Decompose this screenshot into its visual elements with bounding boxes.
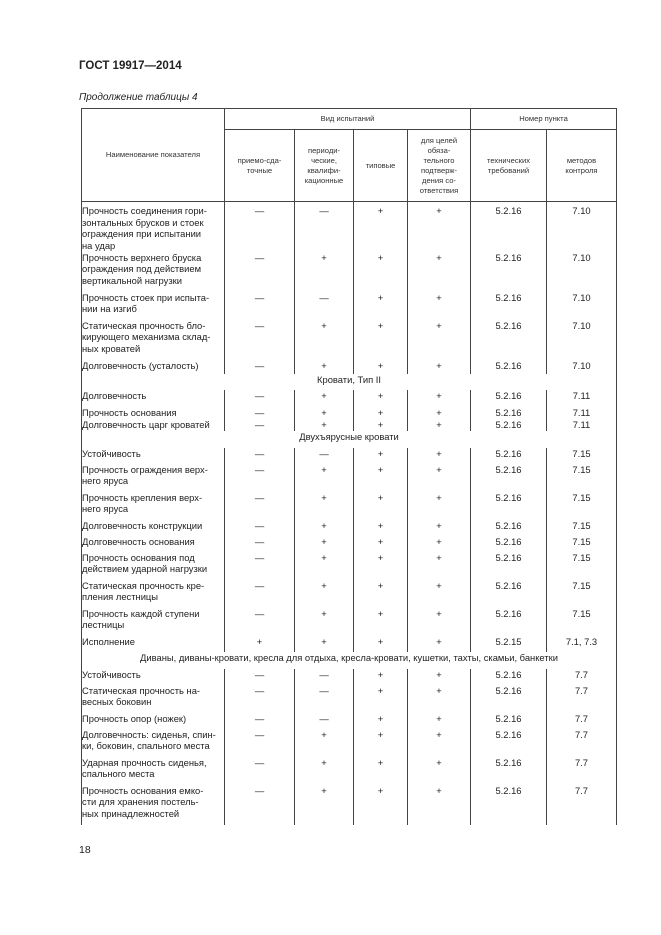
method-cell: 7.10 <box>547 320 617 360</box>
acceptance-cell: — <box>225 419 295 431</box>
section-title: Кровати, Тип II <box>82 374 617 390</box>
certification-cell: + <box>408 464 471 492</box>
acceptance-cell: — <box>225 448 295 464</box>
indicator-name: Статическая прочность на- весных боковин <box>82 685 225 713</box>
periodic-cell: + <box>295 492 354 520</box>
certification-cell: + <box>408 580 471 608</box>
certification-cell: + <box>408 669 471 685</box>
acceptance-cell: — <box>225 536 295 552</box>
certification-cell: + <box>408 407 471 419</box>
acceptance-cell: — <box>225 552 295 580</box>
periodic-cell: — <box>295 713 354 729</box>
certification-cell: + <box>408 492 471 520</box>
method-cell: 7.10 <box>547 202 617 252</box>
indicator-name: Долговечность <box>82 390 225 407</box>
table-row <box>82 292 617 320</box>
tech-req-cell: 5.2.16 <box>471 464 547 492</box>
table-row <box>82 685 617 713</box>
tech-req-cell: 5.2.16 <box>471 580 547 608</box>
table-row <box>82 729 617 757</box>
periodic-cell: + <box>295 757 354 785</box>
type-cell: + <box>354 785 408 825</box>
tech-req-cell: 5.2.16 <box>471 536 547 552</box>
acceptance-cell: — <box>225 202 295 252</box>
header-clause-number: Номер пункта <box>471 109 617 130</box>
test-table <box>81 108 617 825</box>
periodic-cell: + <box>295 520 354 536</box>
method-cell: 7.7 <box>547 757 617 785</box>
type-cell: + <box>354 685 408 713</box>
table-row <box>82 713 617 729</box>
indicator-name: Прочность основания емко- сти для хранения постель- ных принадлежностей <box>82 785 225 825</box>
method-cell: 7.7 <box>547 785 617 825</box>
method-cell: 7.15 <box>547 580 617 608</box>
indicator-name: Прочность верхнего бруска ограждения под действием вертикальной нагрузки <box>82 252 225 292</box>
periodic-cell: — <box>295 202 354 252</box>
method-cell: 7.11 <box>547 407 617 419</box>
indicator-name: Прочность соединения гори- зонтальных брусков и стоек ограждения при испытании на удар <box>82 202 225 252</box>
table-row <box>82 202 617 252</box>
method-cell: 7.15 <box>547 552 617 580</box>
method-cell: 7.15 <box>547 464 617 492</box>
table-row <box>82 608 617 636</box>
tech-req-cell: 5.2.16 <box>471 608 547 636</box>
header-periodic: периоди- ческие, квалифи- кационные <box>295 130 354 202</box>
type-cell: + <box>354 536 408 552</box>
certification-cell: + <box>408 360 471 374</box>
certification-cell: + <box>408 608 471 636</box>
tech-req-cell: 5.2.16 <box>471 785 547 825</box>
periodic-cell: + <box>295 636 354 652</box>
periodic-cell: + <box>295 580 354 608</box>
certification-cell: + <box>408 419 471 431</box>
table-row <box>82 757 617 785</box>
periodic-cell: — <box>295 448 354 464</box>
type-cell: + <box>354 608 408 636</box>
tech-req-cell: 5.2.16 <box>471 713 547 729</box>
type-cell: + <box>354 320 408 360</box>
indicator-name: Долговечность (усталость) <box>82 360 225 374</box>
acceptance-cell: — <box>225 407 295 419</box>
header-certification: для целей обяза- тельного подтверж- дения со- ответствия <box>408 130 471 202</box>
tech-req-cell: 5.2.16 <box>471 407 547 419</box>
acceptance-cell: — <box>225 390 295 407</box>
periodic-cell: + <box>295 407 354 419</box>
indicator-name: Долговечность: сиденья, спин- ки, боковин, спального места <box>82 729 225 757</box>
type-cell: + <box>354 669 408 685</box>
acceptance-cell: — <box>225 320 295 360</box>
table-row <box>82 785 617 825</box>
periodic-cell: — <box>295 292 354 320</box>
tech-req-cell: 5.2.16 <box>471 757 547 785</box>
certification-cell: + <box>408 390 471 407</box>
page-number: 18 <box>79 844 91 856</box>
certification-cell: + <box>408 520 471 536</box>
periodic-cell: + <box>295 252 354 292</box>
tech-req-cell: 5.2.16 <box>471 419 547 431</box>
certification-cell: + <box>408 448 471 464</box>
type-cell: + <box>354 419 408 431</box>
indicator-name: Долговечность основания <box>82 536 225 552</box>
table-body <box>82 202 617 825</box>
tech-req-cell: 5.2.16 <box>471 520 547 536</box>
tech-req-cell: 5.2.16 <box>471 202 547 252</box>
indicator-name: Статическая прочность бло- кирующего механизма склад- ных кроватей <box>82 320 225 360</box>
tech-req-cell: 5.2.16 <box>471 360 547 374</box>
method-cell: 7.7 <box>547 713 617 729</box>
acceptance-cell: — <box>225 360 295 374</box>
indicator-name: Исполнение <box>82 636 225 652</box>
acceptance-cell: — <box>225 608 295 636</box>
type-cell: + <box>354 202 408 252</box>
table-caption: Продолжение таблицы 4 <box>79 92 198 103</box>
periodic-cell: + <box>295 320 354 360</box>
acceptance-cell: — <box>225 729 295 757</box>
table-row <box>82 320 617 360</box>
tech-req-cell: 5.2.16 <box>471 292 547 320</box>
type-cell: + <box>354 492 408 520</box>
tech-req-cell: 5.2.16 <box>471 669 547 685</box>
periodic-cell: + <box>295 360 354 374</box>
document-code: ГОСТ 19917—2014 <box>79 60 182 72</box>
method-cell: 7.11 <box>547 419 617 431</box>
periodic-cell: + <box>295 729 354 757</box>
section-row <box>82 431 617 448</box>
acceptance-cell: — <box>225 580 295 608</box>
method-cell: 7.11 <box>547 390 617 407</box>
periodic-cell: + <box>295 552 354 580</box>
table-row <box>82 419 617 431</box>
header-test-types: Вид испытаний <box>225 109 471 130</box>
tech-req-cell: 5.2.16 <box>471 552 547 580</box>
method-cell: 7.15 <box>547 608 617 636</box>
type-cell: + <box>354 580 408 608</box>
tech-req-cell: 5.2.16 <box>471 448 547 464</box>
type-cell: + <box>354 636 408 652</box>
indicator-name: Прочность опор (ножек) <box>82 713 225 729</box>
periodic-cell: + <box>295 785 354 825</box>
method-cell: 7.15 <box>547 448 617 464</box>
type-cell: + <box>354 552 408 580</box>
certification-cell: + <box>408 685 471 713</box>
tech-req-cell: 5.2.16 <box>471 320 547 360</box>
table-row <box>82 390 617 407</box>
indicator-name: Прочность ограждения верх- него яруса <box>82 464 225 492</box>
indicator-name: Устойчивость <box>82 448 225 464</box>
table-row <box>82 492 617 520</box>
type-cell: + <box>354 757 408 785</box>
table-row <box>82 252 617 292</box>
type-cell: + <box>354 407 408 419</box>
certification-cell: + <box>408 320 471 360</box>
acceptance-cell: — <box>225 713 295 729</box>
method-cell: 7.10 <box>547 292 617 320</box>
section-title: Диваны, диваны-кровати, кресла для отдыха, кресла-кровати, кушетки, тахты, скамьи, банкетки <box>82 652 617 669</box>
certification-cell: + <box>408 292 471 320</box>
acceptance-cell: — <box>225 520 295 536</box>
table-row <box>82 407 617 419</box>
type-cell: + <box>354 252 408 292</box>
header-test-methods: методов контроля <box>547 130 617 202</box>
indicator-name: Прочность основания <box>82 407 225 419</box>
indicator-name: Прочность каждой ступени лестницы <box>82 608 225 636</box>
acceptance-cell: — <box>225 669 295 685</box>
table-row <box>82 520 617 536</box>
certification-cell: + <box>408 552 471 580</box>
table-row <box>82 552 617 580</box>
periodic-cell: + <box>295 536 354 552</box>
indicator-name: Долговечность царг кроватей <box>82 419 225 431</box>
method-cell: 7.7 <box>547 729 617 757</box>
section-row <box>82 652 617 669</box>
periodic-cell: — <box>295 669 354 685</box>
method-cell: 7.7 <box>547 669 617 685</box>
periodic-cell: + <box>295 608 354 636</box>
certification-cell: + <box>408 636 471 652</box>
indicator-name: Прочность крепления верх- него яруса <box>82 492 225 520</box>
indicator-name: Долговечность конструкции <box>82 520 225 536</box>
type-cell: + <box>354 729 408 757</box>
indicator-name: Прочность основания под действием ударной нагрузки <box>82 552 225 580</box>
acceptance-cell: — <box>225 492 295 520</box>
tech-req-cell: 5.2.15 <box>471 636 547 652</box>
acceptance-cell: — <box>225 292 295 320</box>
acceptance-cell: — <box>225 785 295 825</box>
header-tech-requirements: технических требований <box>471 130 547 202</box>
table-row <box>82 580 617 608</box>
certification-cell: + <box>408 713 471 729</box>
header-type: типовые <box>354 130 408 202</box>
type-cell: + <box>354 292 408 320</box>
method-cell: 7.7 <box>547 685 617 713</box>
type-cell: + <box>354 713 408 729</box>
indicator-name: Ударная прочность сиденья, спального места <box>82 757 225 785</box>
periodic-cell: + <box>295 464 354 492</box>
indicator-name: Устойчивость <box>82 669 225 685</box>
type-cell: + <box>354 520 408 536</box>
certification-cell: + <box>408 202 471 252</box>
table-row <box>82 536 617 552</box>
header-indicator-name: Наименование показателя <box>82 109 225 202</box>
acceptance-cell: — <box>225 757 295 785</box>
header-acceptance: приемо-сда- точные <box>225 130 295 202</box>
type-cell: + <box>354 448 408 464</box>
table-row <box>82 448 617 464</box>
certification-cell: + <box>408 536 471 552</box>
table-row <box>82 464 617 492</box>
certification-cell: + <box>408 729 471 757</box>
acceptance-cell: — <box>225 252 295 292</box>
table-row <box>82 636 617 652</box>
type-cell: + <box>354 464 408 492</box>
section-title: Двухъярусные кровати <box>82 431 617 448</box>
indicator-name: Статическая прочность кре- пления лестницы <box>82 580 225 608</box>
method-cell: 7.1, 7.3 <box>547 636 617 652</box>
acceptance-cell: — <box>225 464 295 492</box>
certification-cell: + <box>408 785 471 825</box>
tech-req-cell: 5.2.16 <box>471 390 547 407</box>
periodic-cell: + <box>295 419 354 431</box>
certification-cell: + <box>408 757 471 785</box>
method-cell: 7.10 <box>547 360 617 374</box>
table-row <box>82 360 617 374</box>
type-cell: + <box>354 390 408 407</box>
type-cell: + <box>354 360 408 374</box>
tech-req-cell: 5.2.16 <box>471 492 547 520</box>
tech-req-cell: 5.2.16 <box>471 252 547 292</box>
acceptance-cell: — <box>225 685 295 713</box>
periodic-cell: — <box>295 685 354 713</box>
method-cell: 7.15 <box>547 520 617 536</box>
certification-cell: + <box>408 252 471 292</box>
acceptance-cell: + <box>225 636 295 652</box>
method-cell: 7.15 <box>547 492 617 520</box>
periodic-cell: + <box>295 390 354 407</box>
tech-req-cell: 5.2.16 <box>471 685 547 713</box>
method-cell: 7.10 <box>547 252 617 292</box>
table-row <box>82 669 617 685</box>
method-cell: 7.15 <box>547 536 617 552</box>
indicator-name: Прочность стоек при испыта- нии на изгиб <box>82 292 225 320</box>
section-row <box>82 374 617 390</box>
tech-req-cell: 5.2.16 <box>471 729 547 757</box>
